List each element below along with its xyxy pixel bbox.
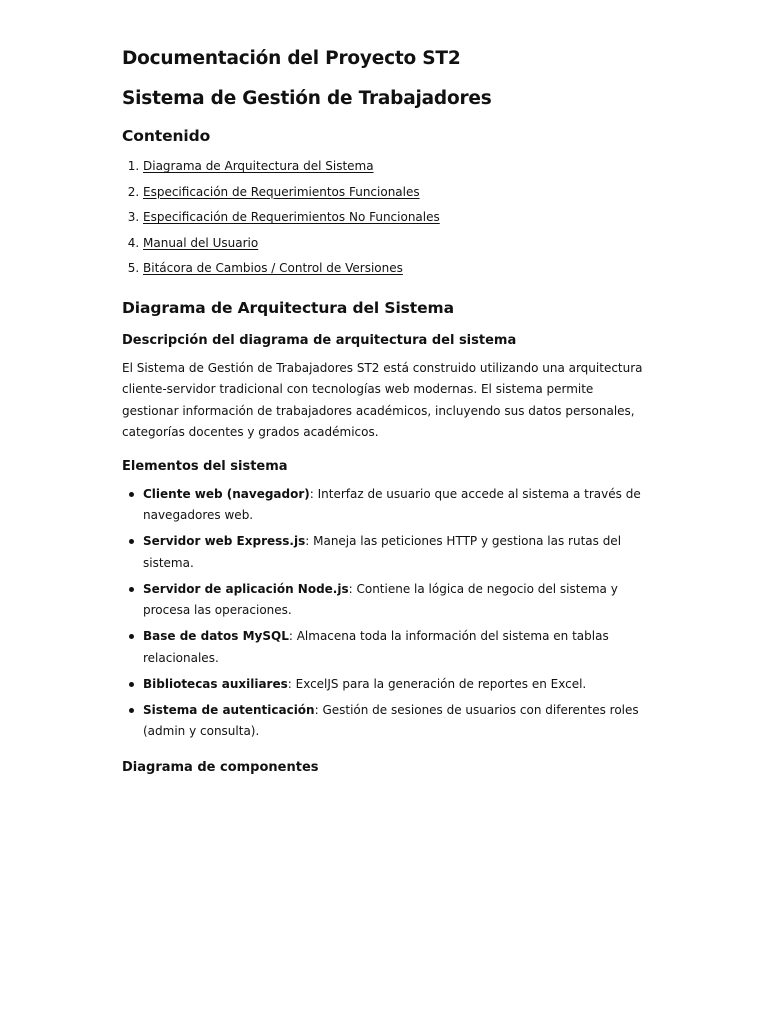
document-content bbox=[122, 44, 652, 779]
element-term: Cliente web (navegador) bbox=[143, 486, 310, 501]
bullet-icon bbox=[129, 587, 134, 592]
element-description: : Maneja las peticiones HTTP y gestiona las rutas del sistema. bbox=[143, 534, 622, 570]
element-term: Servidor de aplicación Node.js bbox=[143, 581, 349, 596]
list-item bbox=[143, 700, 652, 743]
element-description: : Gestión de sesiones de usuarios con diferentes roles (admin y consulta). bbox=[143, 702, 639, 738]
bullet-icon bbox=[129, 708, 134, 713]
element-description: : ExcelJS para la generación de reportes en Excel. bbox=[287, 676, 587, 691]
toc-link-user-manual[interactable]: Manual del Usuario bbox=[143, 235, 259, 250]
list-item bbox=[143, 626, 652, 669]
description-paragraph: El Sistema de Gestión de Trabajadores ST2 está construido utilizando una arquitectura cliente-servidor tradicional con tecnologías web modernas. El sistema permite gestionar información de trabajadores académicos, incluyendo sus datos personales, categorías docentes y grados académicos. bbox=[122, 360, 643, 439]
table-of-contents bbox=[122, 154, 652, 282]
toc-link-functional-requirements[interactable]: Especificación de Requerimientos Funcionales bbox=[143, 184, 420, 199]
element-term: Servidor web Express.js bbox=[143, 534, 306, 548]
toc-item bbox=[143, 180, 652, 206]
components-heading: Diagrama de componentes bbox=[122, 759, 319, 775]
architecture-section-heading: Diagrama de Arquitectura del Sistema bbox=[122, 298, 454, 317]
element-description: : Almacena toda la información del sistema en tablas relacionales. bbox=[143, 629, 609, 665]
element-term: Bibliotecas auxiliares bbox=[143, 676, 288, 691]
bullet-icon bbox=[129, 682, 134, 687]
toc-item bbox=[143, 231, 652, 257]
toc-item bbox=[143, 205, 652, 231]
list-item bbox=[143, 531, 652, 574]
element-term: Base de datos MySQL bbox=[143, 629, 289, 643]
toc-link-architecture[interactable]: Diagrama de Arquitectura del Sistema bbox=[143, 159, 374, 173]
toc-item bbox=[143, 256, 652, 282]
document-subtitle: Sistema de Gestión de Trabajadores bbox=[122, 88, 492, 109]
toc-item bbox=[143, 154, 652, 180]
bullet-icon bbox=[129, 539, 134, 544]
description-heading: Descripción del diagrama de arquitectura del sistema bbox=[122, 332, 517, 348]
element-term: Sistema de autenticación bbox=[143, 702, 315, 717]
element-description: : Interfaz de usuario que accede al sistema a través de navegadores web. bbox=[143, 486, 641, 522]
list-item bbox=[143, 579, 652, 622]
bullet-icon bbox=[129, 634, 134, 639]
elements-heading: Elementos del sistema bbox=[122, 458, 288, 474]
contents-heading: Contenido bbox=[122, 127, 211, 145]
toc-link-changelog[interactable]: Bitácora de Cambios / Control de Versiones bbox=[143, 261, 403, 275]
element-description: : Contiene la lógica de negocio del sistema y procesa las operaciones. bbox=[143, 581, 618, 617]
list-item bbox=[143, 484, 652, 527]
document-title: Documentación del Proyecto ST2 bbox=[122, 48, 461, 69]
bullet-icon bbox=[129, 492, 134, 497]
list-item bbox=[143, 674, 652, 696]
toc-link-nonfunctional-requirements[interactable]: Especificación de Requerimientos No Funcionales bbox=[143, 210, 440, 224]
elements-list bbox=[122, 484, 652, 743]
